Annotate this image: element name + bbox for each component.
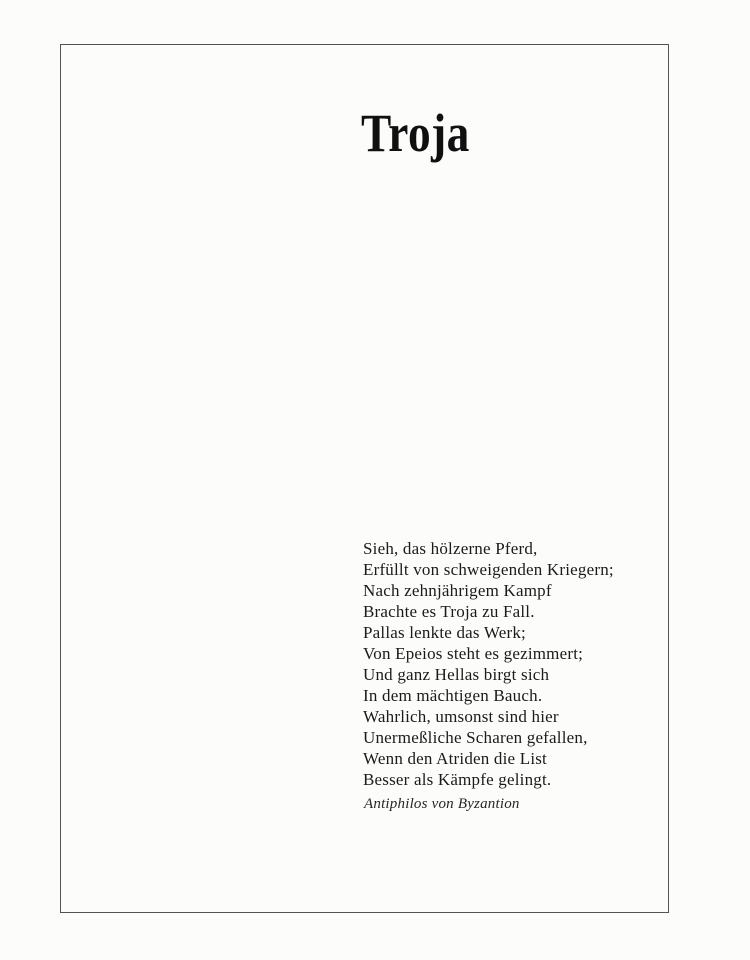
poem-line: Pallas lenkte das Werk; [363,623,526,642]
poem-line: Und ganz Hellas birgt sich [363,665,550,684]
poem [363,538,614,790]
poem-line: Nach zehnjährigem Kampf [363,581,552,600]
poem-line: Brachte es Troja zu Fall. [363,602,535,621]
poem-line: Von Epeios steht es gezimmert; [363,644,584,663]
poem-attribution: Antiphilos von Byzantion [364,796,520,812]
page-title: Troja [361,103,470,163]
poem-line: Erfüllt von schweigenden Kriegern; [363,560,614,579]
poem-line: Besser als Kämpfe gelingt. [363,770,552,789]
poem-line: Sieh, das hölzerne Pferd, [363,539,538,558]
poem-line: Wahrlich, umsonst sind hier [363,707,559,726]
poem-line: In dem mächtigen Bauch. [363,686,543,705]
poem-line: Wenn den Atriden die List [363,749,547,768]
poem-line: Unermeßliche Scharen gefallen, [363,728,588,747]
